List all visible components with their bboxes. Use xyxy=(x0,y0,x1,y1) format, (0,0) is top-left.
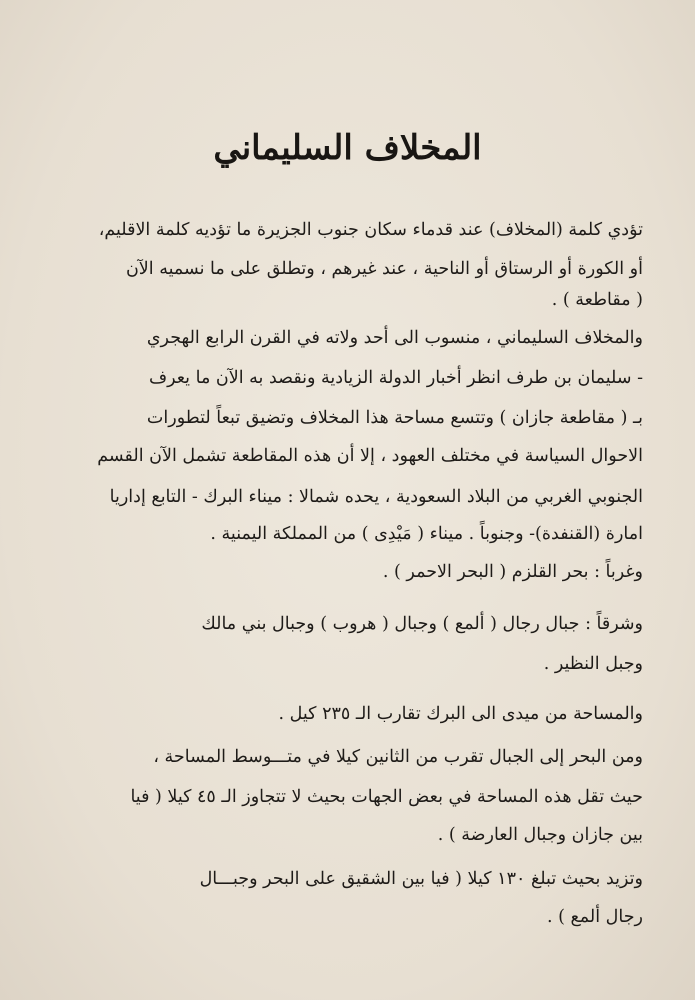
text-line: وجبل النظير . xyxy=(543,654,643,674)
text-line: ومن البحر إلى الجبال تقرب من الثانين كيلا في متـــوسط المساحة ، xyxy=(153,747,643,767)
text-line: رجال ألمع ) . xyxy=(546,907,643,927)
text-line: - سليمان بن طرف انظر أخبار الدولة الزيادية ونقصد به الآن ما يعرف xyxy=(148,368,643,388)
text-line: حيث تقل هذه المساحة في بعض الجهات بحيث لا تتجاوز الـ ٤٥ كيلا ( فيا xyxy=(130,787,643,807)
text-line: وغرباً : بحر القلزم ( البحر الاحمر ) . xyxy=(382,562,643,582)
text-line: الاحوال السياسة في مختلف العهود ، إلا أن هذه المقاطعة تشمل الآن القسم xyxy=(97,446,643,466)
text-line: تؤدي كلمة (المخلاف) عند قدماء سكان جنوب الجزيرة ما تؤديه كلمة الاقليم، xyxy=(98,220,643,240)
page-title: المخلاف السليماني xyxy=(213,128,482,168)
text-line: امارة (القنفدة)- وجنوباً . ميناء ( مَيْدِى ) من المملكة اليمنية . xyxy=(210,524,643,544)
text-line: وتزيد بحيث تبلغ ١٣٠ كيلا ( فيا بين الشقيق على البحر وجبـــال xyxy=(199,869,643,889)
text-line: بين جازان وجبال العارضة ) . xyxy=(437,825,643,845)
text-line: وشرقاً : جبال رجال ( ألمع ) وجبال ( هروب ) وجبال بني مالك xyxy=(201,614,643,634)
text-line: والمخلاف السليماني ، منسوب الى أحد ولاته في القرن الرابع الهجري xyxy=(146,328,643,348)
text-line: بـ ( مقاطعة جازان ) وتتسع مساحة هذا المخلاف وتضيق تبعاً لتطورات xyxy=(146,408,643,428)
text-line: ( مقاطعة ) . xyxy=(551,290,643,310)
text-line: أو الكورة أو الرستاق أو الناحية ، عند غيرهم ، وتطلق على ما نسميه الآن xyxy=(125,259,643,279)
text-line: الجنوبي الغربي من البلاد السعودية ، يحده شمالا : ميناء البرك - التابع إداريا xyxy=(109,487,643,507)
text-line: والمساحة من ميدى الى البرك تقارب الـ ٢٣٥ كيل . xyxy=(278,704,643,724)
